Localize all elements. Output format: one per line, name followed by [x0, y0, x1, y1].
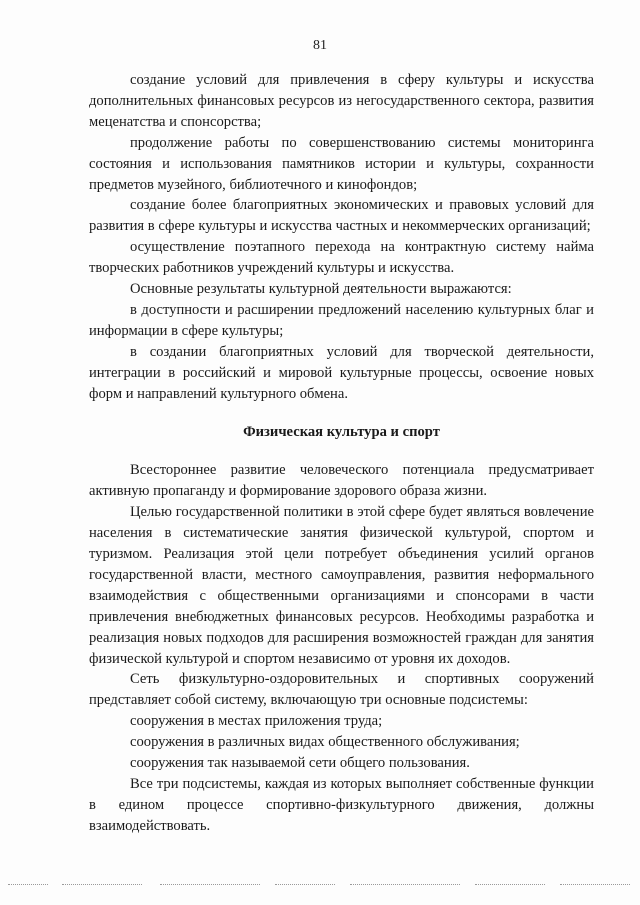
paragraph: создание условий для привлечения в сферу культуры и искусства дополнительных финансовых ресурсов из негосударственного сектора, развития меценатства и спонсорства;	[89, 72, 594, 130]
paragraph: Основные результаты культурной деятельности выражаются:	[130, 281, 512, 298]
paragraph: продолжение работы по совершенствованию системы мониторинга состояния и использования памятников истории и культуры, сохранности предметов музейного, библиотечного и кинофондов;	[89, 134, 594, 193]
paragraph: создание более благоприятных экономических и правовых условий для развития в сфере культуры и искусства частных и некоммерческих организаций;	[89, 197, 594, 235]
section-heading: Физическая культура и спорт	[243, 423, 440, 440]
paragraph: сооружения так называемой сети общего пользования.	[130, 755, 470, 772]
paragraph: осуществление поэтапного перехода на контрактную систему найма творческих работников учреждений культуры и искусства.	[89, 239, 594, 277]
paragraph: в создании благоприятных условий для творческой деятельности, интеграции в российский и мировой культурные процессы, освоение новых форм и направлений культурного обмена.	[89, 343, 594, 402]
paragraph: сооружения в различных видах общественного обслуживания;	[130, 734, 520, 751]
page-body	[89, 70, 594, 837]
paragraph: Всестороннее развитие человеческого потенциала предусматривает активную пропаганду и формирование здорового образа жизни.	[89, 462, 594, 500]
paragraph: сооружения в местах приложения труда;	[130, 713, 383, 730]
scan-edge-marks	[0, 884, 640, 890]
paragraph: Все три подсистемы, каждая из которых выполняет собственные функции в едином процессе спортивно-физкультурного движения, должны взаимодействовать.	[89, 776, 594, 834]
paragraph: Сеть физкультурно-оздоровительных и спортивных сооружений представляет собой систему, включающую три основные подсистемы:	[89, 671, 594, 709]
paragraph: Целью государственной политики в этой сфере будет являться вовлечение населения в систематические занятия физической культурой, спортом и туризмом. Реализация этой цели потребует объединения усилий органов государственной власти, местного самоуправления, развития неформального взаимодействия с общественными организациями и спонсорами в части привлечения внебюджетных финансовых ресурсов. Необходимы разработка и реализация новых подходов для расширения возможностей граждан для занятия физической культурой и спортом независимо от уровня их доходов.	[89, 504, 594, 667]
paragraph: в доступности и расширении предложений населению культурных благ и информации в сфере культуры;	[89, 301, 594, 339]
page-number: 81	[313, 38, 327, 53]
